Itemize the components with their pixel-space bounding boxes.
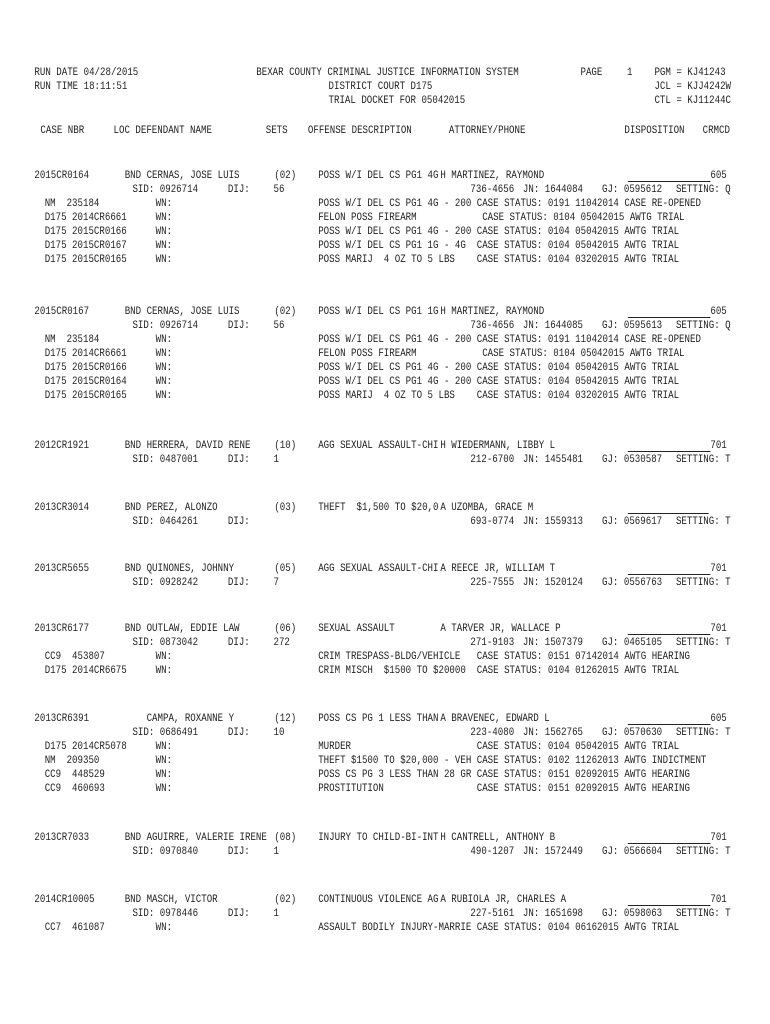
defendant-name: BND PEREZ, ALONZO bbox=[124, 502, 218, 514]
setting-code: SETTING: T bbox=[675, 846, 731, 858]
attorney-phone: 212-6700 bbox=[470, 454, 515, 466]
related-case-status: MURDER CASE STATUS: 0104 05042015 AWTG TRIAL bbox=[318, 741, 680, 753]
col-offense: OFFENSE DESCRIPTION bbox=[307, 125, 412, 137]
case-main-line bbox=[0, 169, 757, 183]
related-case-line bbox=[0, 389, 757, 403]
related-case-status: POSS W/I DEL CS PG1 4G - 200 CASE STATUS: 0104 05042015 AWTG TRIAL bbox=[318, 376, 680, 388]
attorney-phone: 736-4656 bbox=[470, 184, 515, 196]
case-number: 2013CR5655 bbox=[34, 563, 90, 575]
related-case-line bbox=[0, 239, 757, 253]
sets-count: (10) bbox=[274, 440, 297, 452]
warrant-label: WN: bbox=[155, 769, 173, 781]
dij-label: DIJ: bbox=[227, 320, 250, 332]
crmcd-code: 701 bbox=[710, 623, 727, 635]
case-main-line bbox=[0, 893, 757, 907]
jn-number: JN: 1507379 bbox=[522, 637, 584, 649]
related-case-status: POSS W/I DEL CS PG1 1G - 4G CASE STATUS: 0104 05042015 AWTG TRIAL bbox=[318, 240, 680, 252]
system-title: BEXAR COUNTY CRIMINAL JUSTICE INFORMATION SYSTEM bbox=[256, 67, 519, 79]
case-number: 2013CR6177 bbox=[34, 623, 90, 635]
dij-label: DIJ: bbox=[227, 637, 250, 649]
warrant-label: WN: bbox=[155, 198, 173, 210]
setting-code: SETTING: Q bbox=[675, 320, 731, 332]
related-case-status: POSS W/I DEL CS PG1 4G - 200 CASE STATUS: 0191 11042014 CASE RE-OPENED bbox=[318, 198, 701, 210]
jn-number: JN: 1644084 bbox=[522, 184, 584, 196]
gj-number: GJ: 0598063 bbox=[602, 908, 663, 920]
related-case-location: D175 2015CR0164 bbox=[44, 376, 127, 388]
related-case-location: NM 235184 bbox=[44, 334, 100, 346]
dij-value: 7 bbox=[273, 577, 279, 589]
case-number: 2015CR0164 bbox=[34, 170, 90, 182]
crmcd-code: 701 bbox=[710, 440, 727, 452]
disposition-blank bbox=[628, 451, 711, 452]
setting-code: SETTING: T bbox=[675, 637, 731, 649]
defendant-name: BND CERNAS, JOSE LUIS bbox=[124, 306, 240, 318]
setting-code: SETTING: Q bbox=[675, 184, 731, 196]
defendant-name: BND MASCH, VICTOR bbox=[124, 894, 218, 906]
warrant-label: WN: bbox=[155, 348, 173, 360]
related-case-location: NM 235184 bbox=[44, 198, 100, 210]
case-detail-line bbox=[0, 907, 757, 921]
case-main-line bbox=[0, 501, 757, 515]
dij-value: 1 bbox=[273, 908, 279, 920]
col-sets: SETS bbox=[265, 125, 288, 137]
related-case-location: D175 2015CR0166 bbox=[44, 226, 127, 238]
defendant-name: CAMPA, ROXANNE Y bbox=[124, 713, 235, 725]
jn-number: JN: 1455481 bbox=[522, 454, 584, 466]
attorney-name: H MARTINEZ, RAYMOND bbox=[440, 170, 545, 182]
attorney-name: H CANTRELL, ANTHONY B bbox=[440, 832, 556, 844]
related-case-line bbox=[0, 782, 757, 796]
defendant-name: BND OUTLAW, EDDIE LAW bbox=[124, 623, 240, 635]
case-number: 2013CR7033 bbox=[34, 832, 90, 844]
related-case-status: POSS W/I DEL CS PG1 4G - 200 CASE STATUS: 0191 11042014 CASE RE-OPENED bbox=[318, 334, 701, 346]
related-case-status: POSS W/I DEL CS PG1 4G - 200 CASE STATUS: 0104 05042015 AWTG TRIAL bbox=[318, 362, 680, 374]
related-case-line bbox=[0, 375, 757, 389]
warrant-label: WN: bbox=[155, 651, 173, 663]
page-number: 1 bbox=[626, 67, 633, 79]
offense-description: AGG SEXUAL ASSAULT-CHI bbox=[318, 440, 439, 452]
dij-value: 272 bbox=[273, 637, 290, 649]
case-number: 2015CR0167 bbox=[34, 306, 90, 318]
dij-value: 10 bbox=[273, 727, 285, 739]
related-case-location: D175 2014CR6661 bbox=[44, 348, 127, 360]
offense-description: AGG SEXUAL ASSAULT-CHI bbox=[318, 563, 439, 575]
related-case-line bbox=[0, 768, 757, 782]
disposition-blank bbox=[628, 317, 711, 318]
gj-number: GJ: 0595612 bbox=[602, 184, 663, 196]
disposition-blank bbox=[628, 634, 711, 635]
case-detail-line bbox=[0, 726, 757, 740]
attorney-phone: 736-4656 bbox=[470, 320, 515, 332]
dij-value: 1 bbox=[273, 454, 279, 466]
related-case-location: D175 2014CR6675 bbox=[44, 665, 127, 677]
gj-number: GJ: 0570630 bbox=[602, 727, 663, 739]
related-case-status: POSS CS PG 3 LESS THAN 28 GR CASE STATUS: 0151 02092015 AWTG HEARING bbox=[318, 769, 690, 781]
setting-code: SETTING: T bbox=[675, 577, 731, 589]
sets-count: (02) bbox=[274, 170, 297, 182]
related-case-line bbox=[0, 347, 757, 361]
related-case-location: D175 2014CR5078 bbox=[44, 741, 127, 753]
related-case-status: POSS MARIJ 4 OZ TO 5 LBS CASE STATUS: 0104 03202015 AWTG TRIAL bbox=[318, 254, 680, 266]
pgm-code: PGM = KJ41243 bbox=[654, 67, 726, 79]
related-case-location: D175 2014CR6661 bbox=[44, 212, 127, 224]
related-case-location: CC9 448529 bbox=[44, 769, 105, 781]
related-case-status: PROSTITUTION CASE STATUS: 0151 02092015 AWTG HEARING bbox=[318, 783, 690, 795]
case-detail-line bbox=[0, 515, 757, 529]
related-case-location: D175 2015CR0166 bbox=[44, 362, 127, 374]
jn-number: JN: 1651698 bbox=[522, 908, 584, 920]
col-case-nbr: CASE NBR bbox=[40, 125, 85, 137]
gj-number: GJ: 0556763 bbox=[602, 577, 663, 589]
setting-code: SETTING: T bbox=[675, 454, 731, 466]
ctl-code: CTL = KJ11244C bbox=[654, 95, 732, 107]
related-case-location: CC9 453807 bbox=[44, 651, 105, 663]
defendant-name: BND HERRERA, DAVID RENE bbox=[124, 440, 251, 452]
col-crmcd: CRMCD bbox=[702, 125, 730, 137]
sets-count: (12) bbox=[274, 713, 297, 725]
sid-number: SID: 0686491 bbox=[132, 727, 199, 739]
case-detail-line bbox=[0, 319, 757, 333]
case-detail-line bbox=[0, 576, 757, 590]
related-case-location: CC7 461087 bbox=[44, 922, 105, 934]
case-number: 2013CR6391 bbox=[34, 713, 90, 725]
case-number: 2012CR1921 bbox=[34, 440, 90, 452]
sid-number: SID: 0926714 bbox=[132, 320, 199, 332]
header-line-1 bbox=[0, 66, 757, 80]
offense-description: CONTINUOUS VIOLENCE AG bbox=[318, 894, 439, 906]
related-case-line bbox=[0, 333, 757, 347]
gj-number: GJ: 0569617 bbox=[602, 516, 663, 528]
sets-count: (02) bbox=[274, 894, 297, 906]
offense-description: POSS W/I DEL CS PG1 4G bbox=[318, 170, 439, 182]
related-case-location: D175 2015CR0165 bbox=[44, 254, 127, 266]
case-main-line bbox=[0, 562, 757, 576]
attorney-name: H WIEDERMANN, LIBBY L bbox=[440, 440, 556, 452]
related-case-location: CC9 460693 bbox=[44, 783, 105, 795]
case-main-line bbox=[0, 622, 757, 636]
crmcd-code: 701 bbox=[710, 832, 727, 844]
related-case-line bbox=[0, 740, 757, 754]
offense-description: POSS CS PG 1 LESS THAN bbox=[318, 713, 439, 725]
warrant-label: WN: bbox=[155, 376, 173, 388]
warrant-label: WN: bbox=[155, 783, 173, 795]
header-line-2 bbox=[0, 80, 757, 94]
warrant-label: WN: bbox=[155, 254, 173, 266]
court-name: DISTRICT COURT D175 bbox=[328, 81, 433, 93]
dij-label: DIJ: bbox=[227, 846, 250, 858]
sets-count: (03) bbox=[274, 502, 297, 514]
sets-count: (08) bbox=[274, 832, 297, 844]
offense-description: THEFT $1,500 TO $20,0 bbox=[318, 502, 439, 514]
related-case-line bbox=[0, 211, 757, 225]
attorney-phone: 227-5161 bbox=[470, 908, 515, 920]
crmcd-code: 605 bbox=[710, 306, 727, 318]
case-main-line bbox=[0, 439, 757, 453]
disposition-blank bbox=[628, 513, 709, 514]
related-case-line bbox=[0, 253, 757, 267]
related-case-line bbox=[0, 197, 757, 211]
dij-value: 1 bbox=[273, 846, 279, 858]
col-attorney: ATTORNEY/PHONE bbox=[448, 125, 526, 137]
warrant-label: WN: bbox=[155, 741, 173, 753]
warrant-label: WN: bbox=[155, 334, 173, 346]
sid-number: SID: 0928242 bbox=[132, 577, 199, 589]
offense-description: POSS W/I DEL CS PG1 1G bbox=[318, 306, 439, 318]
jn-number: JN: 1562765 bbox=[522, 727, 584, 739]
disposition-blank bbox=[628, 724, 711, 725]
attorney-phone: 223-4080 bbox=[470, 727, 515, 739]
jn-number: JN: 1520124 bbox=[522, 577, 584, 589]
jcl-code: JCL = KJJ4242W bbox=[654, 81, 732, 93]
case-main-line bbox=[0, 305, 757, 319]
case-main-line bbox=[0, 712, 757, 726]
case-number: 2013CR3014 bbox=[34, 502, 90, 514]
offense-description: SEXUAL ASSAULT bbox=[318, 623, 395, 635]
dij-label: DIJ: bbox=[227, 454, 250, 466]
disposition-blank bbox=[628, 574, 711, 575]
attorney-name: A REECE JR, WILLIAM T bbox=[440, 563, 556, 575]
related-case-line bbox=[0, 664, 757, 678]
crmcd-code: 701 bbox=[710, 563, 727, 575]
setting-code: SETTING: T bbox=[675, 908, 731, 920]
run-date: RUN DATE 04/28/2015 bbox=[34, 67, 139, 79]
warrant-label: WN: bbox=[155, 390, 173, 402]
attorney-name: A TARVER JR, WALLACE P bbox=[440, 623, 561, 635]
dij-label: DIJ: bbox=[227, 184, 250, 196]
sets-count: (02) bbox=[274, 306, 297, 318]
attorney-name: A BRAVENEC, EDWARD L bbox=[440, 713, 550, 725]
sets-count: (05) bbox=[274, 563, 297, 575]
case-detail-line bbox=[0, 453, 757, 467]
sid-number: SID: 0978446 bbox=[132, 908, 199, 920]
sid-number: SID: 0873042 bbox=[132, 637, 199, 649]
jn-number: JN: 1644085 bbox=[522, 320, 584, 332]
col-disposition: DISPOSITION bbox=[624, 125, 685, 137]
warrant-label: WN: bbox=[155, 240, 173, 252]
disposition-blank bbox=[628, 181, 711, 182]
related-case-line bbox=[0, 225, 757, 239]
col-loc-defendant: LOC DEFENDANT NAME bbox=[113, 125, 212, 137]
related-case-location: D175 2015CR0165 bbox=[44, 390, 127, 402]
warrant-label: WN: bbox=[155, 362, 173, 374]
crmcd-code: 605 bbox=[710, 713, 727, 725]
crmcd-code: 701 bbox=[710, 894, 727, 906]
attorney-phone: 693-0774 bbox=[470, 516, 515, 528]
related-case-status: CRIM MISCH $1500 TO $20000 CASE STATUS: 0104 01262015 AWTG TRIAL bbox=[318, 665, 680, 677]
attorney-phone: 490-1207 bbox=[470, 846, 515, 858]
disposition-blank bbox=[628, 905, 711, 906]
crmcd-code: 605 bbox=[710, 170, 727, 182]
related-case-status: ASSAULT BODILY INJURY-MARRIE CASE STATUS: 0104 06162015 AWTG TRIAL bbox=[318, 922, 680, 934]
header-line-3 bbox=[0, 94, 757, 108]
warrant-label: WN: bbox=[155, 755, 173, 767]
dij-label: DIJ: bbox=[227, 516, 250, 528]
setting-code: SETTING: T bbox=[675, 727, 731, 739]
attorney-phone: 271-9103 bbox=[470, 637, 515, 649]
gj-number: GJ: 0465105 bbox=[602, 637, 663, 649]
disposition-blank bbox=[628, 843, 711, 844]
attorney-name: A UZOMBA, GRACE M bbox=[440, 502, 534, 514]
related-case-line bbox=[0, 650, 757, 664]
related-case-status: POSS MARIJ 4 OZ TO 5 LBS CASE STATUS: 0104 03202015 AWTG TRIAL bbox=[318, 390, 680, 402]
jn-number: JN: 1572449 bbox=[522, 846, 584, 858]
sid-number: SID: 0487001 bbox=[132, 454, 199, 466]
case-main-line bbox=[0, 831, 757, 845]
offense-description: INJURY TO CHILD-BI-INT bbox=[318, 832, 439, 844]
gj-number: GJ: 0530587 bbox=[602, 454, 663, 466]
setting-code: SETTING: T bbox=[675, 516, 731, 528]
related-case-line bbox=[0, 921, 757, 935]
jn-number: JN: 1559313 bbox=[522, 516, 584, 528]
warrant-label: WN: bbox=[155, 226, 173, 238]
defendant-name: BND AGUIRRE, VALERIE IRENE bbox=[124, 832, 267, 844]
related-case-location: D175 2015CR0167 bbox=[44, 240, 127, 252]
related-case-status: FELON POSS FIREARM CASE STATUS: 0104 05042015 AWTG TRIAL bbox=[318, 348, 685, 360]
page-label: PAGE bbox=[580, 67, 603, 79]
warrant-label: WN: bbox=[155, 922, 173, 934]
gj-number: GJ: 0566604 bbox=[602, 846, 663, 858]
dij-value: 56 bbox=[273, 184, 285, 196]
sid-number: SID: 0926714 bbox=[132, 184, 199, 196]
dij-label: DIJ: bbox=[227, 577, 250, 589]
related-case-status: CRIM TRESPASS-BLDG/VEHICLE CASE STATUS: 0151 07142014 AWTG HEARING bbox=[318, 651, 690, 663]
attorney-name: H MARTINEZ, RAYMOND bbox=[440, 306, 545, 318]
gj-number: GJ: 0595613 bbox=[602, 320, 663, 332]
related-case-status: FELON POSS FIREARM CASE STATUS: 0104 05042015 AWTG TRIAL bbox=[318, 212, 685, 224]
attorney-name: A RUBIOLA JR, CHARLES A bbox=[440, 894, 567, 906]
case-number: 2014CR10005 bbox=[34, 894, 95, 906]
column-headers bbox=[0, 124, 757, 138]
attorney-phone: 225-7555 bbox=[470, 577, 515, 589]
warrant-label: WN: bbox=[155, 665, 173, 677]
case-detail-line bbox=[0, 845, 757, 859]
related-case-line bbox=[0, 754, 757, 768]
related-case-line bbox=[0, 361, 757, 375]
related-case-status: POSS W/I DEL CS PG1 4G - 200 CASE STATUS: 0104 05042015 AWTG TRIAL bbox=[318, 226, 680, 238]
dij-value: 56 bbox=[273, 320, 285, 332]
related-case-status: THEFT $1500 TO $20,000 - VEH CASE STATUS: 0102 11262013 AWTG INDICTMENT bbox=[318, 755, 707, 767]
sid-number: SID: 0970840 bbox=[132, 846, 199, 858]
case-detail-line bbox=[0, 636, 757, 650]
defendant-name: BND CERNAS, JOSE LUIS bbox=[124, 170, 240, 182]
defendant-name: BND QUINONES, JOHNNY bbox=[124, 563, 235, 575]
warrant-label: WN: bbox=[155, 212, 173, 224]
related-case-location: NM 209350 bbox=[44, 755, 100, 767]
run-time: RUN TIME 18:11:51 bbox=[34, 81, 128, 93]
sid-number: SID: 0464261 bbox=[132, 516, 199, 528]
sets-count: (06) bbox=[274, 623, 297, 635]
dij-label: DIJ: bbox=[227, 727, 250, 739]
case-detail-line bbox=[0, 183, 757, 197]
dij-label: DIJ: bbox=[227, 908, 250, 920]
docket-title: TRIAL DOCKET FOR 05042015 bbox=[328, 95, 466, 107]
